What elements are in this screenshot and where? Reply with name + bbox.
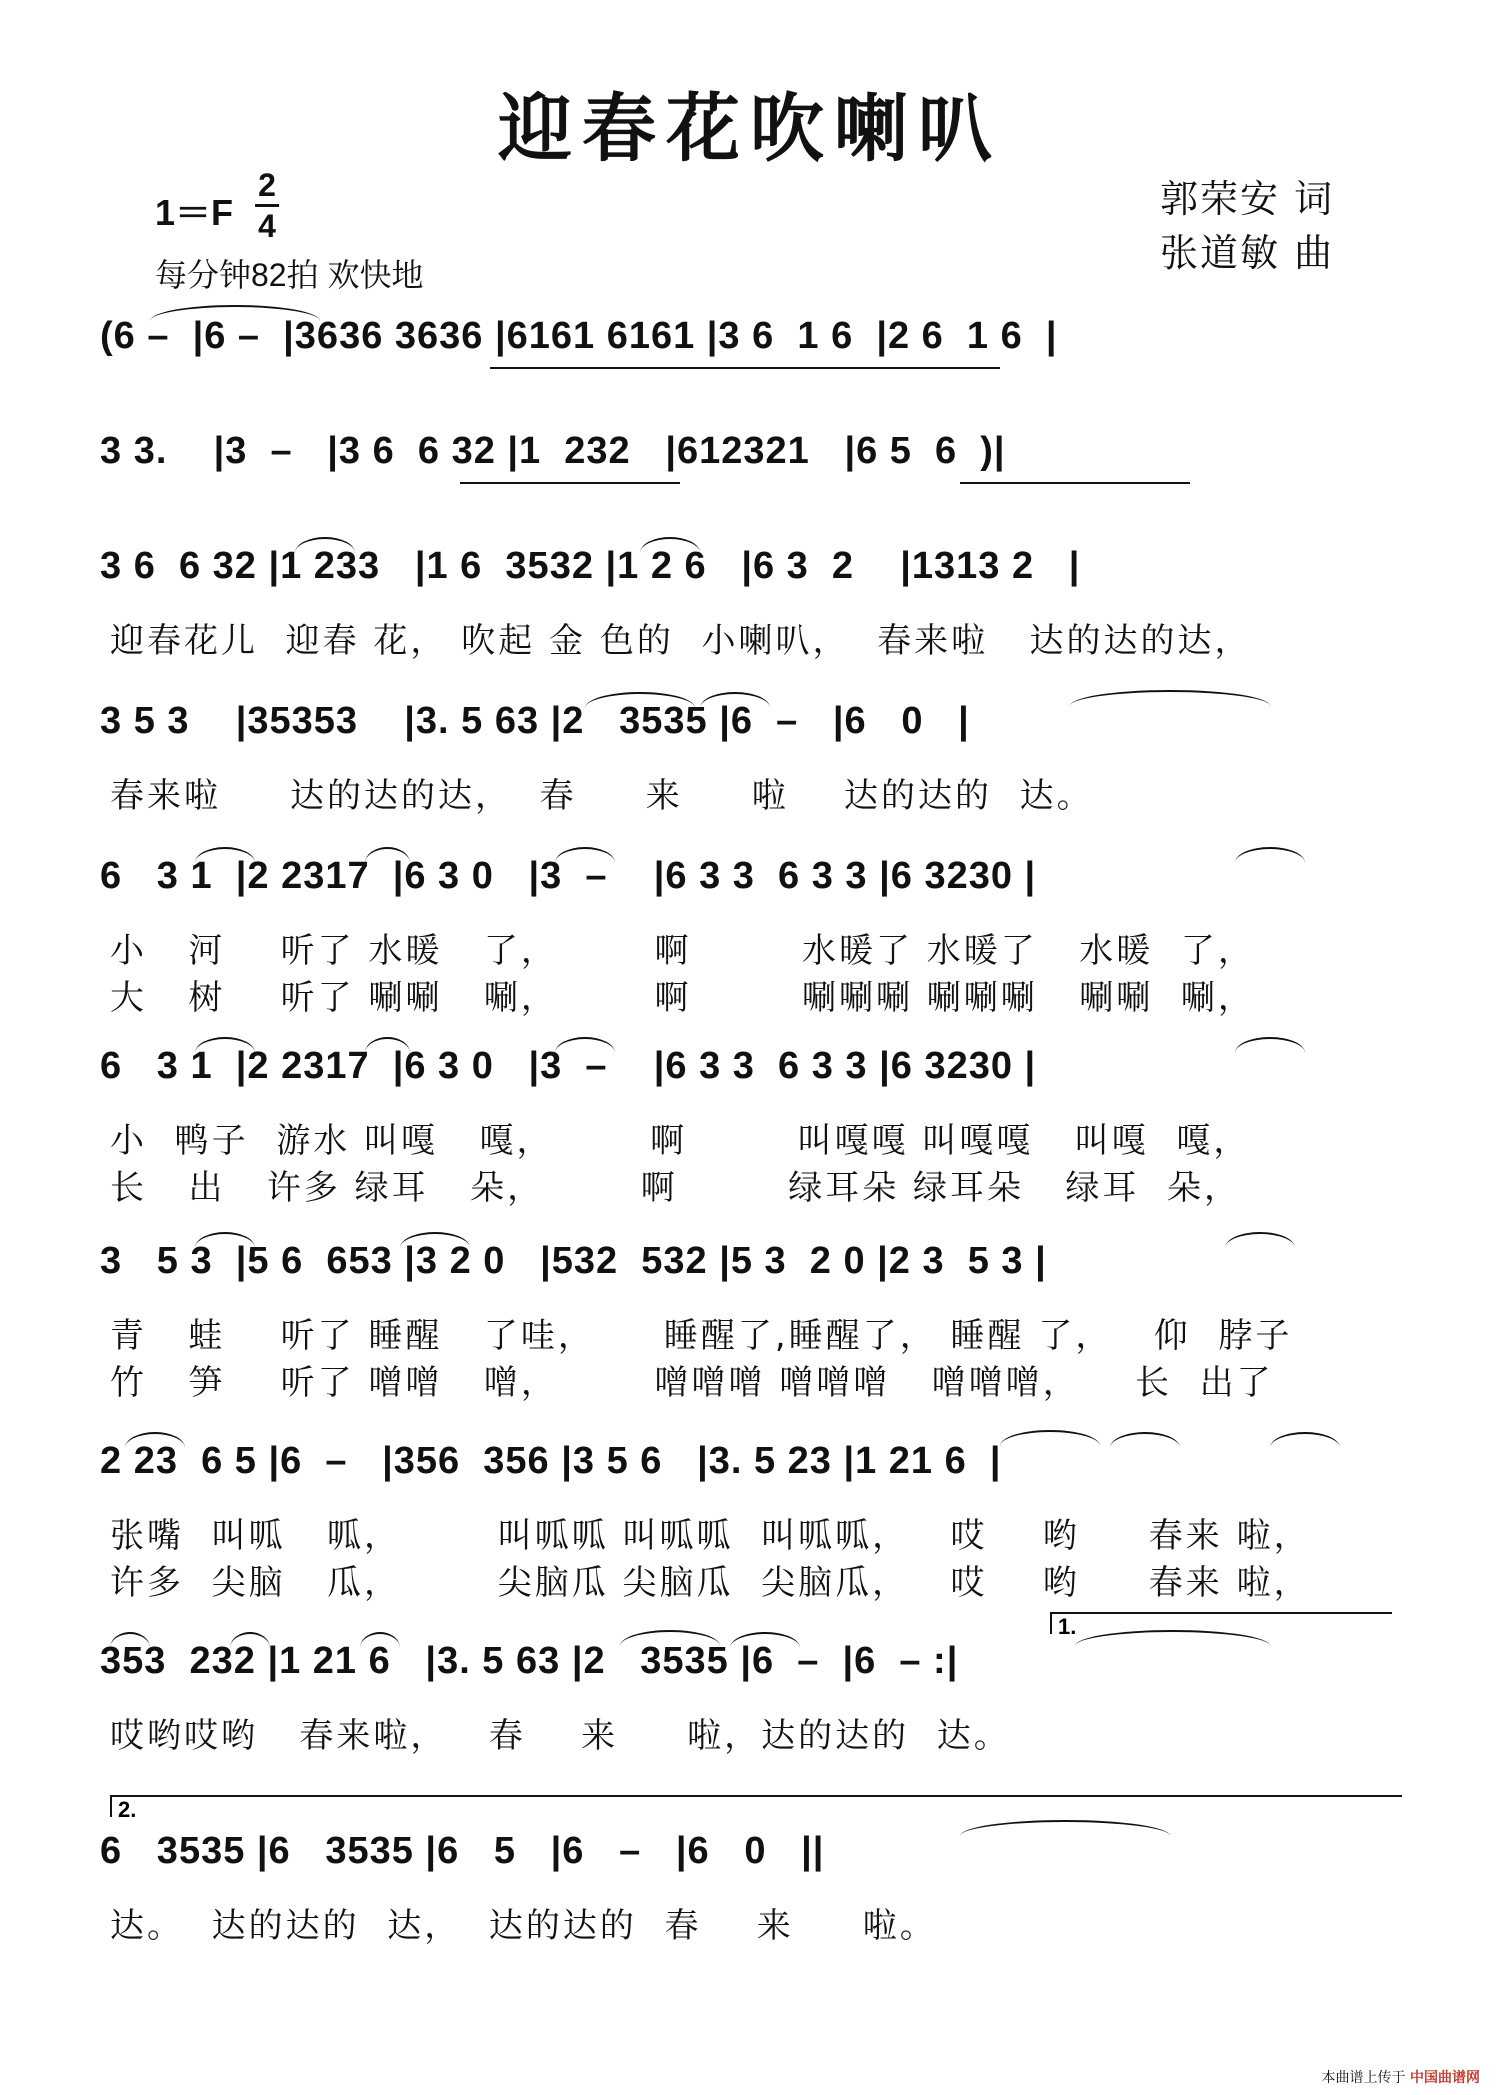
lyric-line: 青 蛙 听了 睡醒 了哇， 睡醒了,睡醒了， 睡醒 了， 仰 脖子 [110, 1316, 1293, 1356]
beam-line [960, 482, 1190, 484]
key-signature: 1＝F [155, 192, 234, 233]
lyric-line: 张嘴 叫呱 呱， 叫呱呱 叫呱呱 叫呱呱， 哎 哟 春来 啦， [110, 1516, 1311, 1556]
slur [125, 1432, 185, 1448]
lyric-line: 大 树 听了 唰唰 唰， 啊 唰唰唰 唰唰唰 唰唰 唰， [110, 978, 1255, 1018]
slur [295, 537, 355, 553]
slur [195, 1232, 255, 1248]
slur [1235, 1037, 1305, 1053]
slur [230, 1632, 270, 1648]
notes-line: 353 232 |1 21 6 |3. 5 63 |2 3535 |6 – |6 – :| [100, 1640, 959, 1682]
notes-line: 3 5 3 |35353 |3. 5 63 |2 3535 |6 – |6 0 | [100, 700, 970, 742]
slur [555, 847, 615, 863]
slur [110, 1632, 150, 1648]
slur [1110, 1432, 1180, 1448]
lyric-line: 小 鸭子 游水 叫嘎 嘎， 啊 叫嘎嘎 叫嘎嘎 叫嘎 嘎， [110, 1121, 1251, 1161]
composer-credit: 张道敏 曲 [1160, 231, 1335, 275]
time-signature-bar [255, 204, 279, 207]
tie [1070, 690, 1270, 706]
tempo-marking: 每分钟82拍 欢快地 [155, 257, 424, 293]
lyric-line: 哎哟哎哟 春来啦， 春 来 啦，达的达的 达。 [110, 1716, 1011, 1756]
lyric-line: 达。 达的达的 达， 达的达的 春 来 啦。 [110, 1906, 937, 1946]
slur [360, 1632, 400, 1648]
lyric-line: 小 河 听了 水暖 了， 啊 水暖了 水暖了 水暖 了， [110, 931, 1255, 971]
slur [365, 1037, 410, 1053]
slur [365, 847, 410, 863]
slur [555, 1037, 615, 1053]
slur [195, 1037, 255, 1053]
lyric-line: 春来啦 达的达的达， 春 来 啦 达的达的 达。 [110, 776, 1094, 816]
notes-line: 3 6 6 32 |1 233 |1 6 3532 |1 2 6 |6 3 2 |1313 2 | [100, 545, 1081, 587]
lyric-line: 竹 笋 听了 噌噌 噌， 噌噌噌 噌噌噌 噌噌噌， 长 出了 [110, 1363, 1274, 1403]
notes-line: 3 5 3 |5 6 653 |3 2 0 |532 532 |5 3 2 0 |2 3 5 3 | [100, 1240, 1047, 1282]
notes-line: (6 – |6 – |3636 3636 |6161 6161 |3 6 1 6 |2 6 1 6 | [100, 315, 1058, 357]
beam-line [490, 367, 790, 369]
slur [400, 1232, 470, 1248]
slur [700, 692, 770, 708]
tie [150, 305, 320, 321]
first-ending-bracket [1050, 1612, 1392, 1639]
slur [1225, 1232, 1295, 1248]
notes-line: 2 23 6 5 |6 – |356 356 |3 5 6 |3. 5 23 |1 21 6 | [100, 1440, 1002, 1482]
time-signature [255, 168, 279, 243]
lyric-line: 长 出 许多 绿耳 朵， 啊 绿耳朵 绿耳朵 绿耳 朵， [110, 1168, 1242, 1208]
second-ending-bracket [110, 1795, 1402, 1822]
beam-line [460, 482, 680, 484]
lyricist-credit: 郭荣安 词 [1160, 177, 1335, 221]
notes-line: 6 3 1 |2 2317 |6 3 0 |3 – |6 3 3 6 3 3 |6 3230 | [100, 855, 1037, 897]
notes-line: 3 3. |3 – |3 6 6 32 |1 232 |612321 |6 5 6 )| [100, 430, 1006, 472]
slur [730, 1632, 800, 1648]
slur [640, 537, 700, 553]
upload-footer [1322, 2067, 1480, 2087]
slur [1270, 1432, 1340, 1448]
lyric-line: 迎春花儿 迎春 花， 吹起 金 色的 小喇叭， 春来啦 达的达的达， [110, 621, 1252, 661]
first-ending-label: 1. [1058, 1614, 1077, 1639]
lyric-line: 许多 尖脑 瓜， 尖脑瓜 尖脑瓜 尖脑瓜， 哎 哟 春来 啦， [110, 1563, 1311, 1603]
slur [1235, 847, 1305, 863]
slur [195, 847, 255, 863]
tie [960, 1820, 1170, 1836]
tie [1000, 1430, 1100, 1446]
notes-line: 6 3 1 |2 2317 |6 3 0 |3 – |6 3 3 6 3 3 |6 3230 | [100, 1045, 1037, 1087]
tie [620, 1630, 720, 1646]
footer-text: 本曲谱上传于 [1321, 2070, 1406, 2086]
notes-line: 6 3535 |6 3535 |6 5 |6 – |6 0 || [100, 1830, 825, 1872]
site-logo: 中国曲谱网 [1410, 2070, 1480, 2086]
tie [585, 692, 695, 708]
song-title: 迎春花吹喇叭 [498, 86, 1002, 172]
time-signature-bottom: 4 [258, 208, 276, 244]
time-signature-top: 2 [258, 167, 276, 203]
beam-line [750, 367, 1000, 369]
second-ending-label: 2. [118, 1797, 137, 1822]
